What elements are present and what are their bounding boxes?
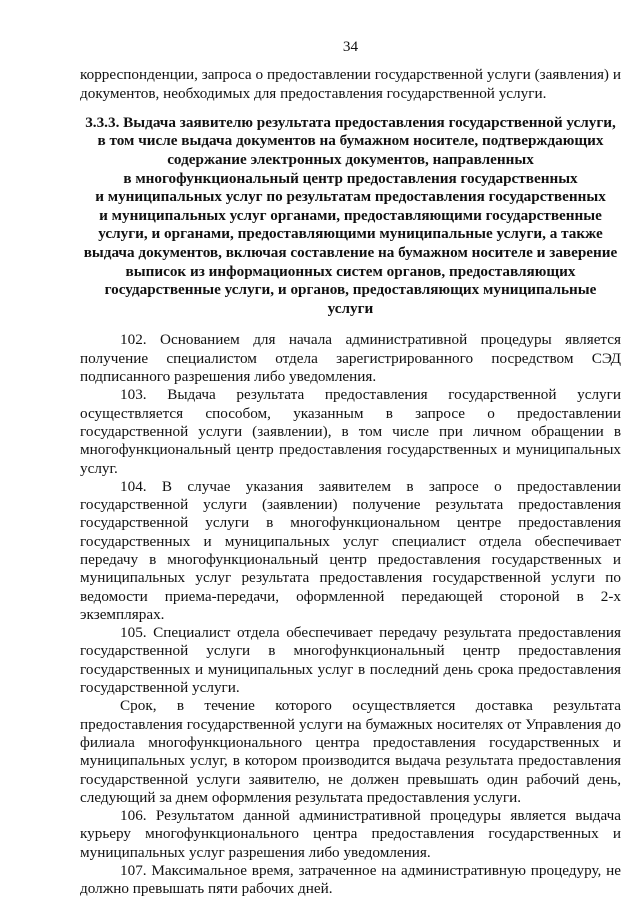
paragraph-106: 106. Результатом данной административной процедуры является выдача курьеру многофункционального центра предоставления государственных и муниципальных услуг разрешения либо уведомления. (80, 807, 621, 861)
heading-line: услуги, и органами, предоставляющими муниципальные услуги, а также (98, 225, 603, 243)
heading-line: в том числе выдача документов на бумажном носителе, подтверждающих (97, 132, 604, 150)
heading-line: в многофункциональный центр предоставления государственных (123, 169, 578, 187)
heading-line: выдача документов, включая составление на бумажном носителе и заверение (83, 244, 618, 262)
section-heading (80, 114, 621, 319)
heading-line: и муниципальных услуг по результатам предоставления государственных (95, 188, 606, 206)
paragraph-102: 102. Основанием для начала административной процедуры является получение специалистом отдела зарегистрированного посредством СЭД подписанного разрешения либо уведомления. (80, 331, 621, 386)
heading-line: услуги (327, 299, 374, 317)
document-page (80, 38, 621, 899)
paragraph-103: 103. Выдача результата предоставления государственной услуги осуществляется способом, указанным в запросе о предоставлении государственной услуги (заявлении), в том числе при личном обращении в многофункциональный центр предоставления государственных и муниципальных услуг. (80, 386, 621, 477)
heading-line: 3.3.3. Выдача заявителю результата предоставления государственной услуги, (85, 113, 616, 131)
paragraph-104: 104. В случае указания заявителем в запросе о предоставлении государственной услуги (заявлении) получение результата предоставления государственной услуги в многофункциональном центре предоставления государственных и муниципальных услуг специалист отдела обеспечивает передачу в многофункциональный центр предоставления государственных и муниципальных услуг результата предоставления государственной услуги по ведомости приема-передачи, оформленной передающей стороной в 2-х экземплярах. (80, 477, 621, 623)
heading-line: выписок из информационных систем органов, предоставляющих (125, 262, 576, 280)
heading-line: и муниципальных услуг органами, предоставляющими государственные (99, 206, 602, 224)
paragraph-107: 107. Максимальное время, затраченное на административную процедуру, не должно превышать пяти рабочих дней. (80, 862, 621, 898)
paragraph-105: 105. Специалист отдела обеспечивает передачу результата предоставления государственной услуги в многофункциональный центр предоставления государственных и муниципальных услуг в последний день срока предоставления государственной услуги. (80, 624, 621, 697)
page-number: 34 (342, 38, 359, 55)
heading-line: государственные услуги, и органов, предоставляющих муниципальные (104, 281, 597, 299)
intro-paragraph: корреспонденции, запроса о предоставлении государственной услуги (заявления) и документов, необходимых для предоставления государственной услуги. (80, 66, 621, 102)
paragraph-delivery-term: Срок, в течение которого осуществляется доставка результата предоставления государственной услуги на бумажных носителях от Управления до филиала многофункционального центра предоставления государственных и муниципальных услуг, в котором производится выдача результата предоставления государственной услуги заявителю, не должен превышать один рабочий день, следующий за днем оформления результата предоставления услуги. (80, 697, 621, 806)
heading-line: содержание электронных документов, направленных (167, 151, 534, 169)
